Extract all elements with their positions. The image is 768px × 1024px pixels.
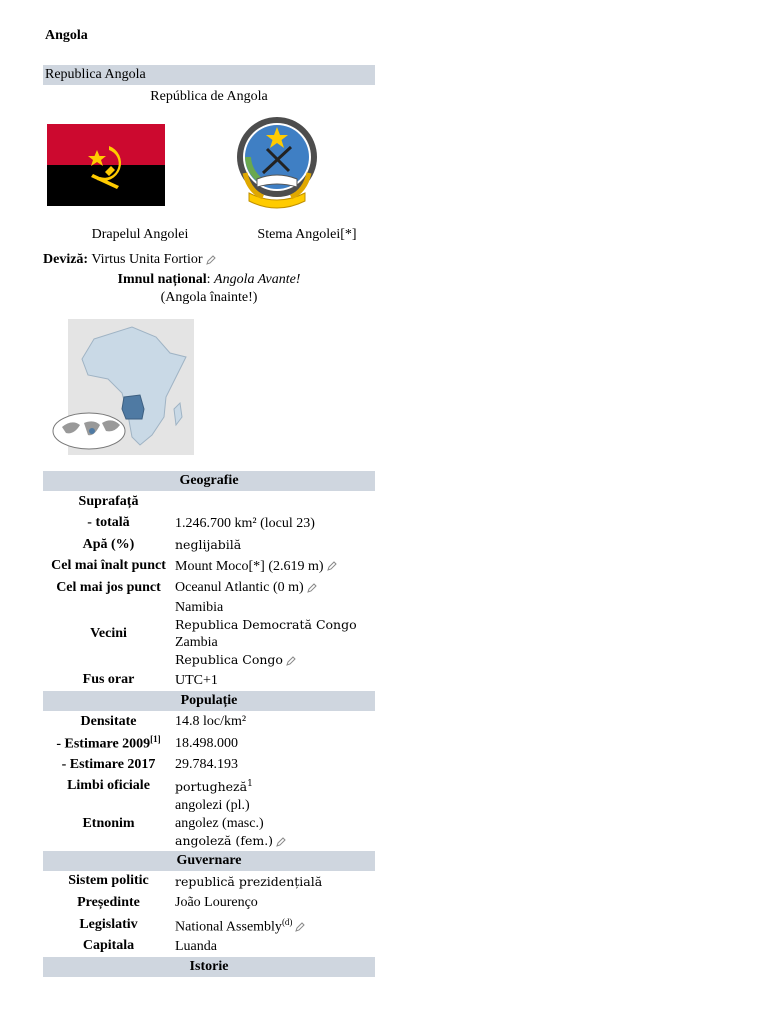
- row-est2017: [43, 754, 375, 776]
- anthem-value[interactable]: Angola Avante!: [214, 272, 301, 287]
- row-etnonim: [43, 797, 375, 851]
- coa-caption[interactable]: Stema Angolei[*]: [257, 227, 357, 242]
- value-est2009: 18.498.000: [175, 735, 238, 751]
- label-capitala[interactable]: Capitala: [82, 938, 135, 954]
- label-fus[interactable]: Fus orar: [82, 672, 135, 688]
- row-presedinte: [43, 892, 375, 914]
- row-capitala: [43, 936, 375, 958]
- row-inalt: [43, 556, 375, 578]
- edit-pencil-icon[interactable]: [327, 561, 337, 571]
- ethnonym-item: angolezi (pl.): [175, 798, 250, 813]
- label-jos: Cel mai jos punct: [56, 579, 161, 595]
- ethnonym-item: angolez (masc.): [175, 815, 264, 831]
- row-jos: [43, 577, 375, 599]
- value-densitate: 14.8 loc/km²: [175, 714, 247, 729]
- value-est2017: 29.784.193: [175, 757, 238, 772]
- label-est2017: - Estimare 2017: [61, 756, 156, 772]
- section-istorie: Istorie: [43, 957, 375, 977]
- row-legislativ: [43, 914, 375, 936]
- label-apa: Apă (%): [82, 536, 135, 552]
- anthem-row: [43, 271, 375, 307]
- value-limbi[interactable]: portugheză: [175, 779, 248, 795]
- neighbor-item[interactable]: Zambia: [175, 634, 218, 650]
- row-totala: [43, 513, 375, 535]
- value-etnonim: [174, 797, 375, 851]
- label-densitate: Densitate: [80, 713, 137, 729]
- value-presedinte[interactable]: João Lourenço: [175, 895, 258, 910]
- value-inalt[interactable]: Mount Moco[*] (2.619 m): [175, 558, 324, 574]
- coat-of-arms-image[interactable]: [235, 113, 319, 221]
- motto-value: Virtus Unita Fortior: [91, 252, 203, 267]
- edit-pencil-icon[interactable]: [286, 656, 296, 666]
- row-limbi: [43, 776, 375, 798]
- label-vecini: Vecini: [90, 626, 127, 641]
- section-populatie: Populație: [43, 691, 375, 711]
- label-suprafata[interactable]: Suprafață: [78, 493, 139, 509]
- motto-label: Deviză:: [43, 252, 89, 267]
- value-apa: neglijabilă: [175, 537, 242, 552]
- row-est2009: [43, 733, 375, 755]
- neighbor-item[interactable]: Namibia: [175, 599, 224, 615]
- label-est2009: - Estimare 2009: [56, 736, 151, 752]
- ref-limbi[interactable]: 1: [247, 779, 253, 790]
- edit-pencil-icon[interactable]: [206, 255, 216, 265]
- neighbor-item[interactable]: Republica Democrată Congo: [175, 617, 357, 632]
- value-fus[interactable]: UTC+1: [175, 672, 218, 688]
- row-sistem: [43, 871, 375, 893]
- value-vecini: [174, 599, 375, 670]
- value-capitala[interactable]: Luanda: [175, 938, 217, 954]
- label-totala: - totală: [87, 515, 130, 531]
- row-fus: [43, 670, 375, 692]
- anthem-sep: :: [206, 272, 211, 287]
- flag-caption[interactable]: Drapelul Angolei: [91, 227, 189, 242]
- edit-pencil-icon[interactable]: [295, 922, 305, 932]
- value-legislativ[interactable]: National Assembly: [175, 919, 282, 935]
- emblem-captions: [43, 227, 375, 249]
- value-jos[interactable]: Oceanul Atlantic (0 m): [175, 580, 304, 595]
- label-sistem: Sistem politic: [68, 873, 149, 889]
- section-guvernare: Guvernare: [43, 851, 375, 871]
- value-sistem[interactable]: republică prezidențială: [175, 873, 323, 889]
- label-presedinte: Președinte: [77, 894, 140, 910]
- ref-legislativ[interactable]: (d): [281, 916, 293, 927]
- label-limbi: Limbi oficiale: [67, 778, 150, 794]
- flag-of-angola-image[interactable]: [47, 124, 165, 206]
- row-apa: [43, 534, 375, 556]
- ref-est2009[interactable]: [1]: [150, 733, 161, 744]
- ethnonym-item: angoleză (fem.): [175, 833, 274, 848]
- row-vecini: [43, 599, 375, 670]
- edit-pencil-icon[interactable]: [276, 837, 286, 847]
- anthem-translation: (Angola înainte!): [160, 290, 258, 305]
- edit-pencil-icon[interactable]: [307, 583, 317, 593]
- label-inalt: Cel mai înalt punct: [51, 558, 166, 574]
- value-totala: 1.246.700 km² (locul 23): [175, 515, 315, 531]
- infobox-header: Republica Angola: [43, 65, 375, 85]
- row-densitate: [43, 711, 375, 733]
- label-legislativ: Legislativ: [79, 916, 138, 932]
- location-map: [43, 307, 375, 471]
- infobox: [43, 65, 375, 977]
- motto-row: [43, 249, 375, 271]
- anthem-label[interactable]: Imnul național: [117, 272, 207, 287]
- label-etnonim: Etnonim: [82, 815, 135, 831]
- row-suprafata: [43, 491, 375, 513]
- emblems: [43, 107, 375, 227]
- section-geografie: Geografie: [43, 471, 375, 491]
- page-title: Angola: [45, 28, 88, 43]
- native-name: República de Angola: [150, 89, 268, 104]
- neighbor-item[interactable]: Republica Congo: [175, 652, 283, 667]
- location-map-image[interactable]: [48, 319, 194, 455]
